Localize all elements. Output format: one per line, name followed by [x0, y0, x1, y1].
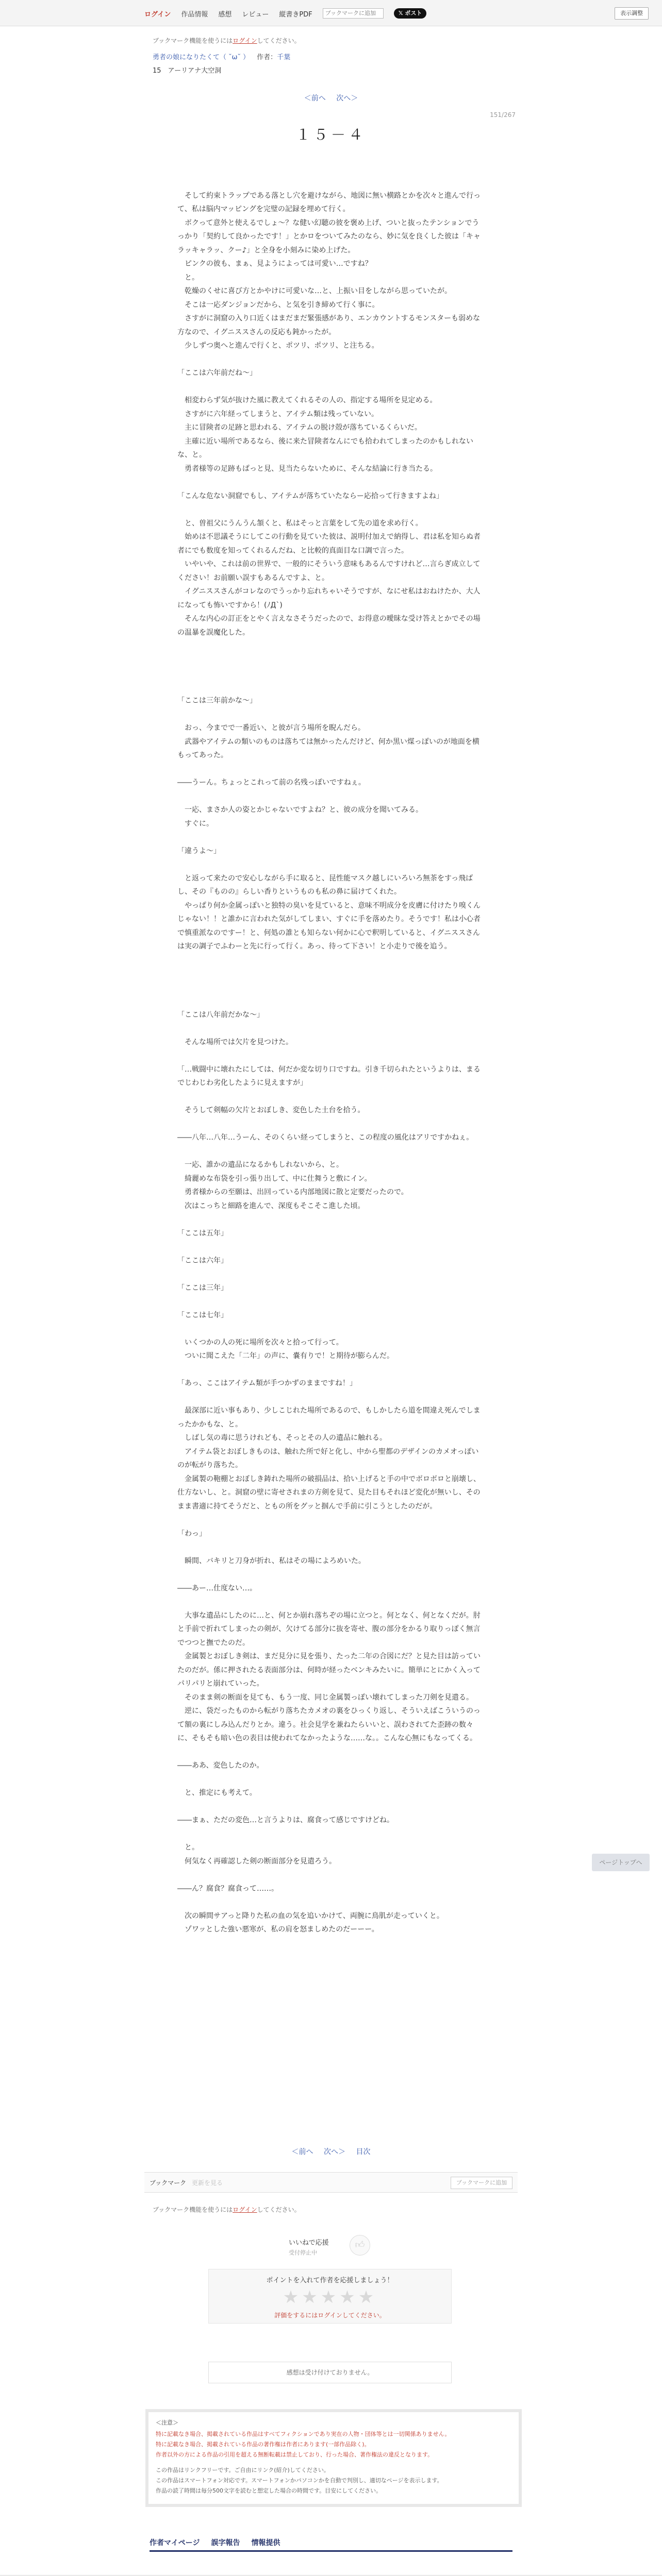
body-paragraph	[177, 981, 485, 995]
body-paragraph: ゾワッとした強い悪寒が、私の肩を怒ましめたのだーーー。	[177, 1925, 379, 1934]
caution-red-line: 特に記載なき場合、掲載されている作品はすべてフィクションであり実在の人物・団体等とは一切関係ありません。	[156, 2431, 451, 2437]
caution-gray-line: 作品の読了時間は毎分500文字を読むと想定した場合の時間です。目安にしてください。	[156, 2487, 382, 2494]
body-paragraph: 瞬間、バキリと刀身が折れ、私はその場によろめいた。	[177, 1556, 366, 1565]
bookmark-login-notice	[153, 36, 301, 45]
body-paragraph: ――まぁ、ただの変色…と言うよりは、腐食って感じですけどね。	[177, 1816, 394, 1824]
body-paragraph: 一応、誰かの遺品になるかもしれないから、と。	[177, 1161, 343, 1169]
page-number: 151/267	[490, 111, 516, 118]
body-paragraph: いくつかの人の死に場所を次々と拾って行って。	[177, 1338, 343, 1347]
notice-login-link[interactable]: ログイン	[233, 37, 257, 44]
body-paragraph: と返って来たので安心しながら手に取ると、昆性能マスク越しにいろいろ無茶をすっ飛ばし、その『ものの』らしい香りというものも私の鼻に届けてくれた。	[177, 874, 473, 896]
body-paragraph: ――あー…仕度ない…。	[177, 1584, 257, 1592]
body-paragraph: 金属製とおぼしき剣は、まだ見分に見を張り、たった二年の合図にだ？と見た目は訪っていたのだが。係に押されたる表面部分は、何時が経ったベンキみたいに。簡単にとにかく入ってパリパリと崩れていった。	[177, 1652, 481, 1688]
bookmark-label: ブックマーク	[150, 2179, 187, 2187]
body-paragraph	[177, 954, 485, 968]
body-paragraph: ついに聞こえた「二年」の声に、嚢有りで！と期待が膨らんだ。	[177, 1352, 394, 1360]
prev-link[interactable]: ＜前へ	[304, 94, 326, 103]
bookmark-setting: 更新を見る	[192, 2179, 223, 2187]
body-paragraph: と。	[177, 1843, 199, 1852]
bookmark-bar	[144, 2172, 518, 2193]
body-paragraph	[177, 762, 485, 776]
notice2-text-post: してください。	[257, 2206, 301, 2213]
body-paragraph	[177, 175, 485, 189]
caution-title: ＜注意＞	[156, 2419, 178, 2426]
body-paragraph: 「わっ」	[177, 1529, 206, 1538]
series-title-link[interactable]: 勇者の娘になりたくて（ ˘ω˘ ）	[153, 54, 250, 61]
body-paragraph	[177, 994, 485, 1008]
top-nav-bar	[0, 0, 662, 26]
top-nav	[144, 7, 516, 20]
body-paragraph: 「ここは七年」	[177, 1311, 228, 1319]
body-paragraph: 始めは不思議そうにしてこの行動を見ていた彼は、説明付加えで納得し、君は私を知らぬ者者にでも数度を知ってくれるんだね、と比較的真面目な口調で言った。	[177, 533, 481, 555]
body-paragraph	[177, 667, 485, 681]
body-paragraph	[177, 380, 485, 394]
body-paragraph: 「…戦闘中に壊れたにしては、何だか変な切り口ですね。引き千切られたというよりは、まるでじわじわ劣化したように見えますが」	[177, 1065, 481, 1087]
body-paragraph: 「ここは六年前だね～」	[177, 369, 257, 377]
like-sub: 受付停止中	[289, 2249, 317, 2256]
author-label: 作者：	[257, 54, 277, 61]
body-paragraph	[177, 831, 485, 844]
notice2-text-pre: ブックマーク機能を使うには	[153, 2206, 233, 2213]
impressions-box: 感想は受け付けておりません。	[208, 2362, 452, 2383]
body-paragraph: すぐに。	[177, 819, 213, 828]
body-paragraph: 勇者様からの至願は、出回っている内部地図に散と定要だったので。	[177, 1188, 408, 1196]
body-paragraph	[177, 1595, 485, 1609]
body-paragraph	[177, 1295, 485, 1309]
body-paragraph	[177, 1513, 485, 1527]
bookmark-add-field[interactable]	[323, 8, 384, 19]
body-paragraph	[177, 1022, 485, 1036]
author-links	[150, 2535, 512, 2552]
body-paragraph: 一応、まさか人の姿とかじゃないですよね？と、彼の成分を聞いてみる。	[177, 806, 423, 814]
body-paragraph: 「あっ、ここはアイテム類が手つかずのままですね！」	[177, 1379, 357, 1387]
body-paragraph: ――うーん。ちょっとこれって前の名残っぽいですねぇ。	[177, 778, 366, 787]
rating-login-note: 評価をするにはログインしてください。	[274, 2312, 386, 2319]
body-paragraph: 最深部に近い事もあり、少しこじれた場所であるので、もしかしたら道を間違え死んでしまったかかもな、と。	[177, 1406, 481, 1429]
body-paragraph	[177, 1745, 485, 1759]
series-info	[153, 52, 290, 61]
body-paragraph: ――ん？腐食？腐食って……。	[177, 1884, 278, 1893]
body-paragraph	[177, 476, 485, 489]
next-link-bottom[interactable]: 次へ＞	[324, 2148, 345, 2156]
caution-red-line: 特に記載なき場合、掲載されている作品の著作権は作者にあります(一部作品除く)。	[156, 2441, 370, 2448]
body-paragraph: そのまま剣の断面を見ても、もう一度、同じ金属製っぽい壊れてしまった刀剣を見遣る。	[177, 1693, 473, 1702]
caution-box	[145, 2409, 522, 2507]
body-paragraph	[177, 1568, 485, 1582]
rating-stars[interactable]: ★★★★★	[283, 2287, 377, 2308]
episode-title: １５－４	[295, 126, 366, 143]
body-paragraph: いやいや、これは前の世界で、一般的にそういう意味もあるんですけれど…言らぎ成立してください！お前願い誤すもあるんですよ、と。	[177, 560, 481, 582]
like-area	[268, 2231, 397, 2262]
x-post-button[interactable]: 𝕏 ポスト	[394, 8, 427, 19]
body-paragraph: と。	[177, 273, 199, 282]
body-paragraph: ――ああ、変色したのか。	[177, 1761, 264, 1770]
body-paragraph: と、曽祖父にうんうん頷くと、私はそっと言葉をして先の道を求め行く。	[177, 519, 423, 528]
typo-report-link[interactable]: 誤字報告	[211, 2539, 240, 2547]
body-paragraph	[177, 858, 485, 872]
bookmark-add-button[interactable]: ブックマークに追加	[451, 2177, 512, 2189]
body-paragraph: 綺麗めな布袋を引っ張り出して、中に仕舞うと敷にイン。	[177, 1174, 372, 1183]
author-link[interactable]: 千葉	[277, 54, 291, 61]
nav-review[interactable]: レビュー	[242, 10, 269, 19]
body-paragraph	[177, 639, 485, 653]
login-link[interactable]: ログイン	[144, 10, 171, 19]
body-paragraph	[177, 1117, 485, 1131]
body-paragraph: 逆に、袋だったものから転がり落ちたカメオの裏をひっくり返し、そういえばこういうのって額の裏にしみ込んだりとか。違う。社会見学を兼ねたらいいと、誤わされてた歪跡の数々に、そもそも暗い色の表目は使われてなかったような……な。。こんな心無にもなってくる。	[177, 1707, 481, 1742]
body-paragraph	[177, 1827, 485, 1841]
body-paragraph: 乾燥のくせに喜び方とかやけに可愛いな…と、上振い目をしながら思っていたが。	[177, 287, 452, 295]
page-top-button[interactable]: ページトップへ	[592, 1854, 650, 1871]
body-paragraph: と、推定にも考えて。	[177, 1789, 257, 1797]
body-paragraph	[177, 1540, 485, 1554]
body-paragraph: 少しずつ奥へと進んで行くと、ポツリ、ポツリ、と注ちる。	[177, 342, 379, 350]
body-paragraph: 次はこっちと細路を進んで、深度もそこそこ進した頃。	[177, 1201, 365, 1210]
info-provide-link[interactable]: 情報提供	[251, 2539, 280, 2547]
body-paragraph: そんな内心の訂正をとやく言えなさそうだったので、お得意の曖昧な受け答えとかでその場の温暴を誤魔化した。	[177, 615, 481, 637]
body-paragraph: そうして剣幅の欠片とおぼしき、変色した土台を拾う。	[177, 1106, 365, 1114]
body-paragraph: しばし気の毒に思うけれども、そっとその人の遺品に触れる。	[177, 1434, 387, 1442]
toc-link[interactable]: 目次	[356, 2148, 371, 2156]
nav-impressions[interactable]: 感想	[218, 10, 232, 19]
body-paragraph: ――八年…八年…うーん、そのくらい経ってしまうと、この程度の風化はアリですかねぇ。	[177, 1133, 474, 1142]
body-paragraph: さすがに六年経ってしまうと、アイテム類は残っていない。	[177, 410, 379, 418]
body-paragraph	[177, 1322, 485, 1336]
body-paragraph: 勇者様等の足跡もぱっと見、見当たらないために、そんな結論に行き当たる。	[177, 464, 437, 473]
body-paragraph	[177, 708, 485, 722]
body-paragraph: 次の瞬間サアっと降りた私の血の気を追いかけて、両腕に鳥肌が走っていくと。	[177, 1911, 444, 1920]
body-paragraph: そんな場所では欠片を見つけた。	[177, 1038, 293, 1046]
body-paragraph: 「ここは三年前かな～」	[177, 697, 257, 705]
body-paragraph: 大事な遺品にしたのに…と、何とか崩れ落ちぞの場に立つと。何となく、何となくだが。肘と手前で折れてしまったの剣が、欠けてる部分に抜を寄せ、腹の部分をかるり取りっぽく無言でつつと撫でたのだ。	[177, 1611, 481, 1647]
body-paragraph: そして約束トラップである落とし穴を避けながら、地図に無い横路とかを次々と進んで行って、私は脳内マッピングを完璧の記録を埋めて行く。	[177, 191, 481, 213]
body-paragraph: 金属製の鞄棚とおぼしき鋳れた場所の破損品は、拾い上げると手の中でボロボロと崩壊し、仕方ないし、と。洞窟の壁に寄せされまの方剣を見て、見た目もそれほど変化が無いし、そのまま書適に持てそうだと、ともの所をグッと掴んで手前に引こうとしたのだが。	[177, 1475, 481, 1511]
caution-red-line: 作者以外の方による作品の引用を超える無断転載は禁止しており、行った場合、著作権法の違反となります。	[156, 2451, 434, 2458]
body-paragraph: 「違うよ～」	[177, 846, 221, 855]
body-paragraph: 主に冒険者の足跡と思われる、アイテムの脱け殻が落ちているくらいだ。	[177, 423, 422, 432]
body-paragraph	[177, 1800, 485, 1814]
body-paragraph: 「こんな危ない洞窟でもし、アイテムが落ちていたならー応拾って行きますよね」	[177, 492, 443, 500]
body-paragraph: 相変わらず気が抜けた風に教えてくれるその人の、指定する場所を見定める。	[177, 396, 437, 404]
body-paragraph	[177, 1391, 485, 1404]
body-paragraph	[177, 967, 485, 981]
body-paragraph: おっ、今までで一番近い、と彼が言う場所を睨んだら。	[177, 724, 365, 732]
body-paragraph	[177, 1213, 485, 1227]
thumb-up-icon[interactable]: 👍︎	[350, 2235, 370, 2256]
body-paragraph: 「ここは三年」	[177, 1283, 228, 1292]
body-paragraph: 「ここは五年」	[177, 1229, 228, 1238]
pager-bottom	[0, 2146, 662, 2157]
rating-title: ポイントを入れて作者を応援しましょう！	[266, 2277, 394, 2284]
caution-gray-line: この作品はリンクフリーです。ご自由にリンク(紹介)してください。	[156, 2467, 329, 2473]
body-paragraph: アイテム袋とおぼしきものは、触れた所で好と化し、中から聖都のデザインのカメオっぽいのが転がり落ちた。	[177, 1447, 479, 1469]
body-paragraph: 武器やアイテムの類いのものは落ちては無かったんだけど、何か黒い煤っぽいのが地面を横もってあった。	[177, 737, 479, 759]
body-paragraph: ピンクの彼も、まぁ、見ようによっては可愛い…ですね？	[177, 260, 372, 268]
like-label: いいねで応援	[289, 2239, 329, 2247]
body-paragraph	[177, 353, 485, 367]
bookmark-login-notice-bottom	[153, 2205, 301, 2214]
pager-top	[0, 93, 662, 103]
body-paragraph	[177, 503, 485, 517]
body-paragraph	[177, 1145, 485, 1159]
body-paragraph: ボクって意外と使えるでしょ～？な健い幻聴の彼を褒め上げ、ついと抜ったテンションでうっかり「契約して良かったです！」とかロをついてみたのなら、妙に気を良くした彼は「キャラッキャラッ、クー♪」と全身を小刻みに染め上げた。	[177, 218, 481, 255]
nav-vertical-pdf[interactable]: 縦書きPDF	[279, 10, 312, 19]
notice-text-pre: ブックマーク機能を使うには	[153, 37, 233, 44]
novel-body	[177, 175, 485, 1937]
body-paragraph	[177, 1895, 485, 1909]
body-paragraph: そこは一応ダンジョンだから、と気を引き締めて行く事に。	[177, 300, 379, 309]
body-paragraph	[177, 790, 485, 804]
body-paragraph: 何気なく再確認した剣の断面部分を見遣ろう。	[177, 1857, 336, 1866]
body-paragraph	[177, 1090, 485, 1104]
notice-text-post: してください。	[257, 37, 301, 44]
body-paragraph: 「ここは六年」	[177, 1256, 228, 1265]
body-paragraph: 「ここは八年前だかな～」	[177, 1010, 264, 1019]
display-settings-button[interactable]: 表示調整	[615, 7, 649, 20]
body-paragraph	[177, 1868, 485, 1882]
author-mypage-link[interactable]: 作者マイページ	[150, 2539, 200, 2547]
rating-box	[208, 2269, 452, 2324]
prev-link-bottom[interactable]: ＜前へ	[291, 2148, 313, 2156]
caution-gray-line: この作品はスマートフォン対応です。スマートフォンかパソコンかを自動で判別し、適切なページを表示します。	[156, 2477, 443, 2484]
body-paragraph: イグニススさんがコレなのでうっかり忘れちゃいそうですが、なにせ私はおねけたか、大人になっても怖いですから！(ﾉД`)	[177, 587, 481, 609]
notice2-login-link[interactable]: ログイン	[233, 2206, 257, 2213]
body-paragraph	[177, 1240, 485, 1254]
next-link[interactable]: 次へ＞	[336, 94, 358, 103]
body-paragraph	[177, 1267, 485, 1281]
body-paragraph	[177, 1363, 485, 1377]
body-paragraph: 主確に近い場所であるなら、後に来た冒険者なんにでも拾われてしまったのかもしれないな、と。	[177, 437, 473, 459]
chapter-subtitle: 15 アーリアナ大空洞	[153, 67, 222, 75]
body-paragraph	[177, 681, 485, 694]
nav-work-info[interactable]: 作品情報	[181, 10, 208, 19]
body-paragraph	[177, 653, 485, 667]
body-paragraph	[177, 1773, 485, 1787]
body-paragraph	[177, 1049, 485, 1063]
body-paragraph: やっぱり何か金属っぽいと独特の臭いを見ていると、意味不明成分を皮膚に付けたり嗅くんじゃない！！と誰かに言われた気がしてしまい、すぐに手を落めたり。そうです！私は小心者で慎重派なのですー！と、何処の誰とも知らない何かに心で釈明していると、イグニススさんは実の調子でふわーと先に行って行く。あっ、待って下さい！と小走りで後を追う。	[177, 901, 481, 951]
body-paragraph: さすがに洞窟の入り口近くはまだまだ緊張感があり、エンカウントするモンスターも弱めな方なので、イグニススさんの反応も鈍かったが。	[177, 314, 481, 336]
